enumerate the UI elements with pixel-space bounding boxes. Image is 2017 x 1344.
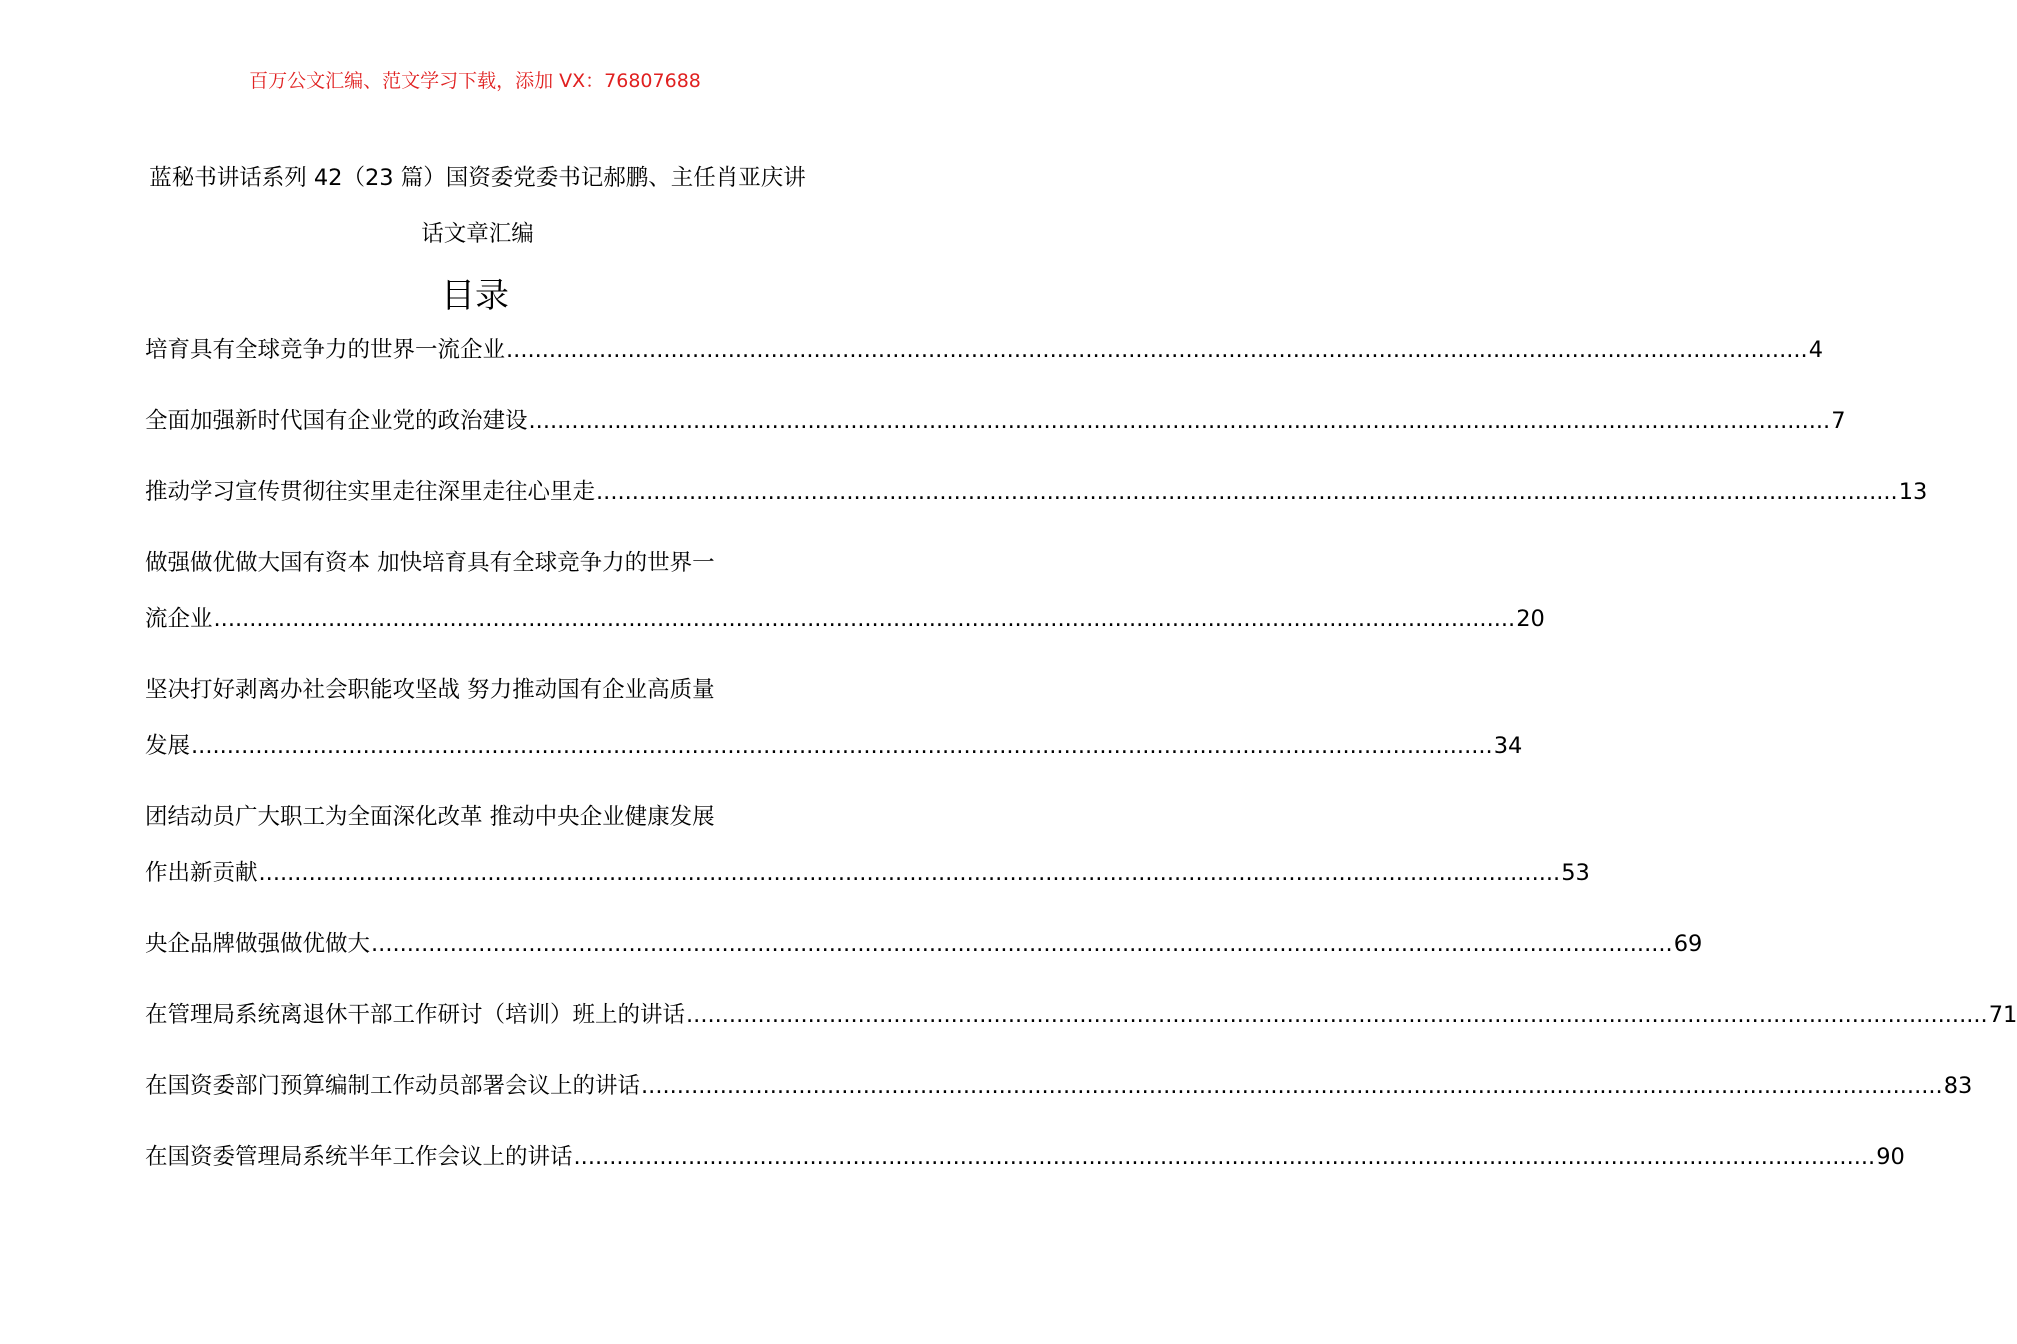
- toc-entry-page: 34: [1493, 733, 1523, 759]
- toc-entry-page: 7: [1831, 408, 1846, 434]
- toc-entry[interactable]: [145, 662, 1523, 774]
- toc-leader-dots: [190, 718, 1494, 774]
- toc-entry-page: 13: [1898, 479, 1928, 505]
- toc-entry[interactable]: [145, 1058, 1973, 1114]
- toc-entry-title: 全面加强新时代国有企业党的政治建设: [145, 408, 528, 434]
- toc-entry-page: 53: [1561, 860, 1590, 886]
- toc-heading: 目录: [441, 276, 509, 316]
- toc-entry[interactable]: [145, 393, 1846, 449]
- toc-entry-title: 在国资委部门预算编制工作动员部署会议上的讲话: [145, 1073, 641, 1099]
- toc-entry-title: 央企品牌做强做优做大: [145, 931, 371, 957]
- toc-entry-title-line1: 团结动员广大职工为全面深化改革 推动中央企业健康发展: [145, 804, 715, 830]
- toc-leader-dots: [213, 591, 1517, 647]
- toc-entry[interactable]: [145, 916, 1703, 972]
- document-title: 蓝秘书讲话系列 42（23 篇）国资委党委书记郝鹏、主任肖亚庆讲话文章汇编: [149, 165, 806, 247]
- toc-leader-dots: [370, 916, 1674, 972]
- toc-entry[interactable]: [145, 535, 1545, 647]
- toc-entry-page: 20: [1516, 606, 1545, 632]
- promo-banner: 百万公文汇编、范文学习下载，添加 VX：76807688: [249, 70, 701, 92]
- toc-entry[interactable]: [145, 987, 2017, 1043]
- toc-entry-title-line1: 坚决打好剥离办社会职能攻坚战 努力推动国有企业高质量: [145, 677, 715, 703]
- toc-leader-dots: [505, 322, 1809, 378]
- toc-entry-title: 流企业: [145, 606, 213, 632]
- toc-entry[interactable]: [145, 322, 1824, 378]
- toc-entry-page: 83: [1943, 1073, 1973, 1099]
- toc-leader-dots: [258, 845, 1562, 901]
- toc-entry-page: 71: [1988, 1002, 2017, 1028]
- toc-entry-page: 4: [1808, 337, 1824, 363]
- toc-leader-dots: [685, 987, 1989, 1043]
- toc-entry-title: 发展: [145, 733, 191, 759]
- toc-entry-title: 作出新贡献: [145, 860, 258, 886]
- toc-leader-dots: [640, 1058, 1944, 1114]
- toc-entry-page: 90: [1876, 1144, 1905, 1170]
- toc-entry[interactable]: [145, 789, 1590, 901]
- toc-list: [145, 322, 2017, 1200]
- toc-entry[interactable]: [145, 1129, 1905, 1185]
- toc-entry[interactable]: [145, 464, 1928, 520]
- toc-entry-page: 69: [1673, 931, 1703, 957]
- toc-entry-title: 培育具有全球竞争力的世界一流企业: [145, 337, 506, 363]
- toc-entry-title-line1: 做强做优做大国有资本 加快培育具有全球竞争力的世界一: [145, 550, 715, 576]
- toc-leader-dots: [573, 1129, 1877, 1185]
- toc-entry-title: 在管理局系统离退休干部工作研讨（培训）班上的讲话: [145, 1002, 686, 1028]
- toc-leader-dots: [528, 393, 1832, 449]
- toc-leader-dots: [595, 464, 1899, 520]
- toc-entry-title: 在国资委管理局系统半年工作会议上的讲话: [145, 1144, 573, 1170]
- toc-entry-title: 推动学习宣传贯彻往实里走往深里走往心里走: [145, 479, 596, 505]
